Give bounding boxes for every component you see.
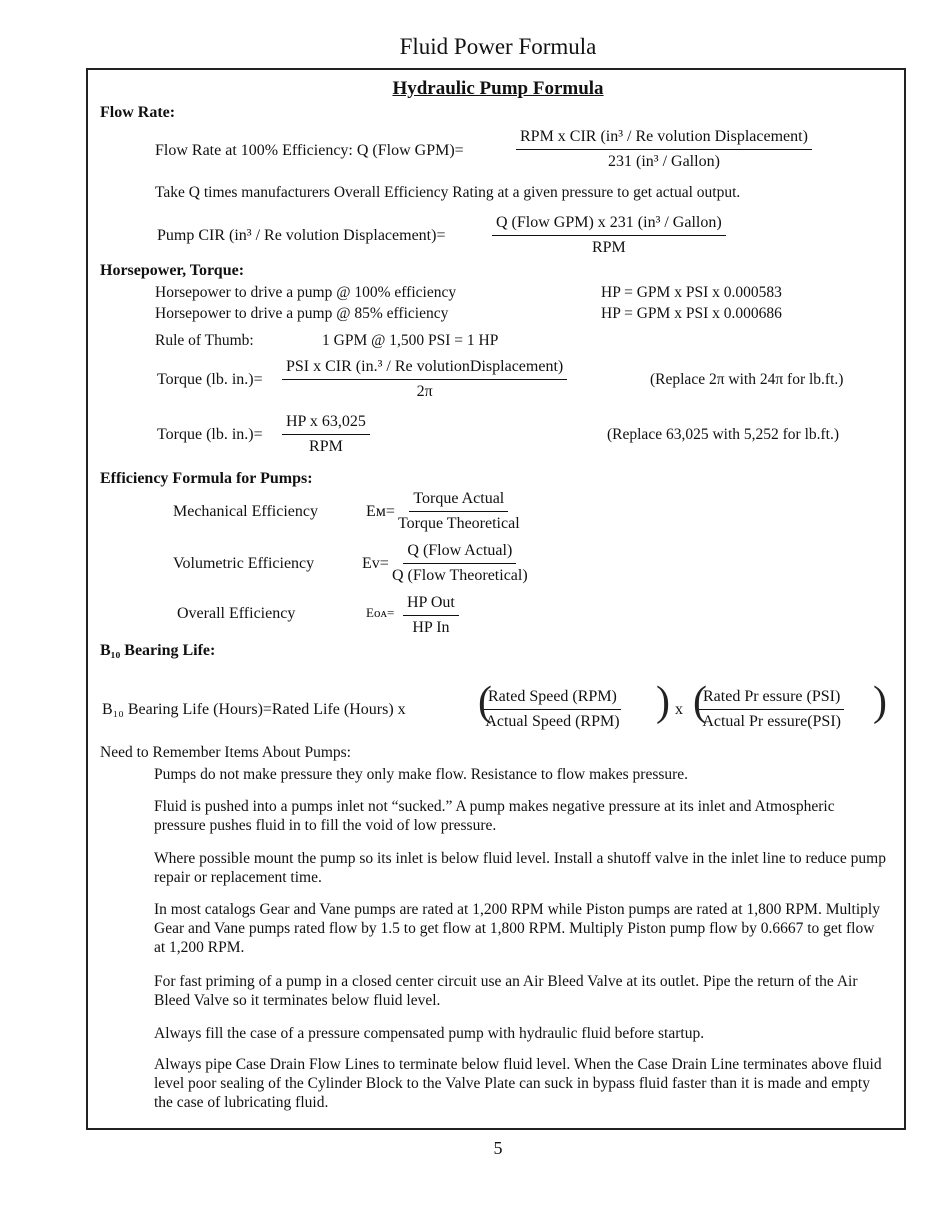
volumetric-efficiency-fraction	[392, 542, 528, 585]
pressure-left-paren: (	[693, 679, 707, 725]
torque1-note: (Replace 2π with 24π for lb.ft.)	[650, 371, 844, 388]
pump-cir-fraction	[492, 214, 726, 257]
mechanical-efficiency-symbol: Eᴍ=	[366, 503, 395, 520]
torque1-numerator: PSI x CIR (in.³ / Re volutionDisplacement)	[282, 358, 567, 380]
speed-ratio-denominator: Actual Speed (RPM)	[485, 713, 620, 730]
pressure-ratio-denominator: Actual Pr essure(PSI)	[702, 713, 841, 730]
speed-right-paren: )	[656, 679, 670, 725]
pump-cir-label: Pump CIR (in³ / Re volution Displacement)=	[157, 227, 446, 244]
hp100-label: Horsepower to drive a pump @ 100% efficiency	[155, 284, 457, 301]
remember-heading: Need to Remember Items About Pumps:	[100, 744, 351, 761]
pressure-ratio-numerator: Rated Pr essure (PSI)	[699, 688, 844, 710]
mechanical-efficiency-denominator: Torque Theoretical	[398, 515, 520, 532]
box-title: Hydraulic Pump Formula	[392, 78, 604, 99]
torque1-denominator: 2π	[416, 383, 433, 400]
mechanical-efficiency-label: Mechanical Efficiency	[173, 503, 318, 520]
hp100-formula: HP = GPM x PSI x 0.000583	[601, 284, 782, 301]
remember-item: Fluid is pushed into a pumps inlet not “sucked.” A pump makes negative pressure at its inlet and Atmospheric pressure pushes fluid in to fill the void of low pressure.	[154, 798, 835, 834]
overall-efficiency-fraction	[403, 594, 459, 637]
efficiency-heading: Efficiency Formula for Pumps:	[100, 470, 313, 487]
bearing-life-formula-left: B₁₀ Bearing Life (Hours)=Rated Life (Hours) x	[102, 701, 406, 718]
page-title: Fluid Power Formula	[399, 34, 597, 59]
overall-efficiency-numerator: HP Out	[403, 594, 459, 616]
remember-item: For fast priming of a pump in a closed center circuit use an Air Bleed Valve at its outlet. Pipe the return of the Air Bleed Valve so it terminates below fluid level.	[154, 973, 858, 1009]
speed-ratio-numerator: Rated Speed (RPM)	[484, 688, 621, 710]
remember-item: In most catalogs Gear and Vane pumps are rated at 1,200 RPM while Piston pumps are rated at 1,800 RPM. Multiply Gear and Vane pumps rated flow by 1.5 to get flow at 1,800 RPM. Multiply Piston pump flow by 0.6667 to get flow at 1,200 RPM.	[154, 901, 880, 956]
pressure-right-paren: )	[873, 679, 887, 725]
torque2-fraction	[282, 413, 370, 456]
mechanical-efficiency-numerator: Torque Actual	[409, 490, 508, 512]
torque2-numerator: HP x 63,025	[282, 413, 370, 435]
pump-cir-numerator: Q (Flow GPM) x 231 (in³ / Gallon)	[492, 214, 726, 236]
pump-cir-denominator: RPM	[591, 239, 626, 256]
remember-item: Where possible mount the pump so its inlet is below fluid level. Install a shutoff valve in the inlet line to reduce pump repair or replacement time.	[154, 850, 886, 886]
hp85-formula: HP = GPM x PSI x 0.000686	[601, 305, 782, 322]
remember-item: Always pipe Case Drain Flow Lines to terminate below fluid level. When the Case Drain Line terminates above fluid level poor sealing of the Cylinder Block to the Valve Plate can suck in bypass fluid faster than it is made and empty the case of lubricating fluid.	[154, 1056, 882, 1111]
hp85-label: Horsepower to drive a pump @ 85% efficiency	[155, 305, 449, 322]
remember-item: Always fill the case of a pressure compensated pump with hydraulic fluid before startup.	[154, 1025, 705, 1042]
flow-rate-formula-label: Flow Rate at 100% Efficiency: Q (Flow GPM)=	[155, 142, 464, 159]
flow-rate-note: Take Q times manufacturers Overall Efficiency Rating at a given pressure to get actual output.	[155, 184, 741, 201]
torque1-label: Torque (lb. in.)=	[157, 371, 263, 388]
overall-efficiency-denominator: HP In	[412, 619, 450, 636]
flow-rate-fraction	[516, 128, 812, 171]
page-number: 5	[493, 1138, 503, 1158]
flow-rate-heading: Flow Rate:	[100, 104, 176, 121]
remember-item: Pumps do not make pressure they only make flow. Resistance to flow makes pressure.	[154, 766, 689, 783]
torque2-denominator: RPM	[309, 438, 343, 455]
volumetric-efficiency-numerator: Q (Flow Actual)	[403, 542, 516, 564]
bearing-life-heading: B₁₀ Bearing Life:	[100, 642, 216, 659]
rule-of-thumb-label: Rule of Thumb:	[155, 332, 254, 349]
speed-ratio-fraction	[484, 688, 621, 731]
mechanical-efficiency-fraction	[398, 490, 520, 533]
torque2-label: Torque (lb. in.)=	[157, 426, 263, 443]
rule-of-thumb-value: 1 GPM @ 1,500 PSI = 1 HP	[322, 332, 499, 349]
speed-left-paren: (	[478, 679, 492, 725]
pressure-ratio-fraction	[699, 688, 844, 731]
overall-efficiency-symbol: Eᴏᴀ=	[366, 605, 395, 620]
flow-rate-numerator: RPM x CIR (in³ / Re volution Displacement)	[516, 128, 812, 150]
bearing-times-sign: x	[675, 701, 683, 718]
volumetric-efficiency-label: Volumetric Efficiency	[173, 555, 315, 572]
horsepower-heading: Horsepower, Torque:	[100, 262, 245, 279]
torque1-fraction	[282, 358, 567, 401]
flow-rate-denominator: 231 (in³ / Gallon)	[608, 153, 720, 170]
volumetric-efficiency-denominator: Q (Flow Theoretical)	[392, 567, 528, 584]
torque2-note: (Replace 63,025 with 5,252 for lb.ft.)	[607, 426, 840, 443]
overall-efficiency-label: Overall Efficiency	[177, 605, 296, 622]
volumetric-efficiency-symbol: Eᴠ=	[362, 555, 389, 572]
